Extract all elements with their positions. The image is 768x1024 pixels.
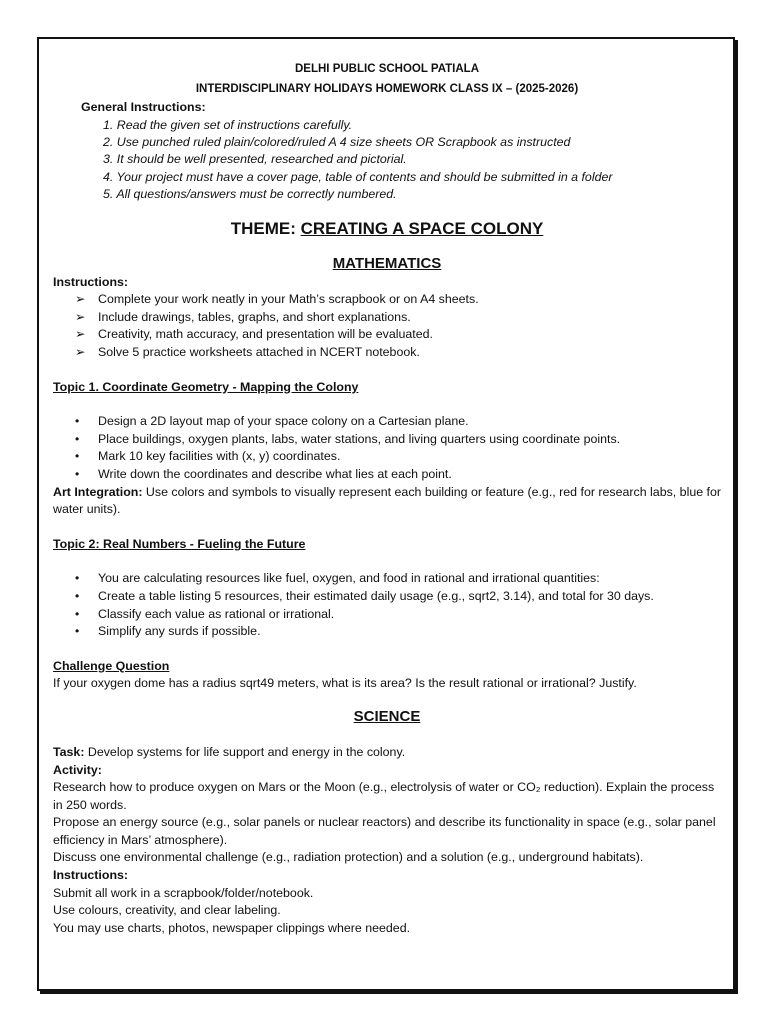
science-activity-label: Activity: xyxy=(53,762,102,777)
science-activity: Propose an energy source (e.g., solar panels or nuclear reactors) and describe its functionality in space (e.g., solar panel efficiency in Mars’ atmosphere). xyxy=(53,815,716,847)
list-item: ➢ Include drawings, tables, graphs, and short explanations. xyxy=(75,309,721,327)
general-instruction-item: 1. Read the given set of instructions carefully. xyxy=(103,117,353,132)
science-instruction: Use colours, creativity, and clear labeling. xyxy=(53,903,281,918)
list-item: • Place buildings, oxygen plants, labs, water stations, and living quarters using coordinate points. xyxy=(75,431,721,449)
bullet-icon: • xyxy=(75,449,80,464)
list-item: • You are calculating resources like fuel, oxygen, and food in rational and irrational quantities: xyxy=(75,570,721,588)
math-instructions-list xyxy=(75,291,721,361)
bullet-icon: • xyxy=(75,588,80,603)
science-activity: Discuss one environmental challenge (e.g., radiation protection) and a solution (e.g., underground habitats). xyxy=(53,850,644,865)
theme-title: CREATING A SPACE COLONY xyxy=(300,218,544,238)
general-instruction-item: 5. All questions/answers must be correctly numbered. xyxy=(103,187,397,202)
list-item: ➢ Creativity, math accuracy, and presentation will be evaluated. xyxy=(75,326,721,344)
list-item: • Create a table listing 5 resources, their estimated daily usage (e.g., sqrt2, 3.14), and total for 30 days. xyxy=(75,588,721,606)
school-name: DELHI PUBLIC SCHOOL PATIALA xyxy=(295,63,479,75)
science-instruction: You may use charts, photos, newspaper clippings where needed. xyxy=(53,920,411,935)
topic2-list xyxy=(75,570,721,640)
page-border xyxy=(37,37,735,991)
science-instructions-label: Instructions: xyxy=(53,868,129,883)
science-activity: Research how to produce oxygen on Mars or the Moon (e.g., electrolysis of water or CO₂ reduction). Explain the process in 250 words. xyxy=(53,780,715,812)
art-integration: Art Integration: Use colors and symbols to visually represent each building or feature (e.g., red for research labs, blue for water units). xyxy=(53,484,722,517)
list-item: ➢ Solve 5 practice worksheets attached in NCERT notebook. xyxy=(75,344,721,362)
general-instructions-list xyxy=(103,117,721,204)
arrow-bullet-icon: ➢ xyxy=(75,345,86,359)
challenge-text: If your oxygen dome has a radius sqrt49 meters, what is its area? Is the result rational or irrational? Justify. xyxy=(53,676,637,691)
mathematics-heading: MATHEMATICS xyxy=(332,254,442,272)
list-item: • Simplify any surds if possible. xyxy=(75,623,721,641)
bullet-icon: • xyxy=(75,431,80,446)
arrow-bullet-icon: ➢ xyxy=(75,292,86,307)
list-item: ➢ Complete your work neatly in your Math’s scrapbook or on A4 sheets. xyxy=(75,291,721,309)
document-body xyxy=(53,59,721,937)
bullet-icon: • xyxy=(75,571,80,586)
arrow-bullet-icon: ➢ xyxy=(75,309,86,324)
topic1-list xyxy=(75,413,721,483)
bullet-icon: • xyxy=(75,624,80,639)
general-instructions-heading: General Instructions: xyxy=(81,100,206,114)
list-item: • Design a 2D layout map of your space colony on a Cartesian plane. xyxy=(75,413,721,431)
math-instructions-label: Instructions: xyxy=(53,274,129,289)
science-heading: SCIENCE xyxy=(353,707,421,725)
list-item: • Classify each value as rational or irrational. xyxy=(75,606,721,624)
science-task: Task: Develop systems for life support and energy in the colony. xyxy=(53,744,406,759)
challenge-title: Challenge Question xyxy=(53,658,170,673)
homework-title: INTERDISCIPLINARY HOLIDAYS HOMEWORK CLASS IX – (2025-2026) xyxy=(195,83,579,95)
arrow-bullet-icon: ➢ xyxy=(75,327,86,342)
general-instruction-item: 2. Use punched ruled plain/colored/ruled A 4 size sheets OR Scrapbook as instructed xyxy=(103,135,571,149)
general-instruction-item: 4. Your project must have a cover page, table of contents and should be submitted in a folder xyxy=(103,169,613,184)
topic2-title: Topic 2: Real Numbers - Fueling the Future xyxy=(53,536,306,551)
bullet-icon: • xyxy=(75,466,80,481)
theme-prefix: THEME: xyxy=(230,218,301,238)
general-instruction-item: 3. It should be well presented, researched and pictorial. xyxy=(103,152,407,167)
bullet-icon: • xyxy=(75,414,80,429)
bullet-icon: • xyxy=(75,606,80,621)
topic1-title: Topic 1. Coordinate Geometry - Mapping the Colony xyxy=(53,379,359,394)
list-item: • Mark 10 key facilities with (x, y) coordinates. xyxy=(75,448,721,466)
theme-heading xyxy=(53,218,721,240)
list-item: • Write down the coordinates and describe what lies at each point. xyxy=(75,466,721,484)
science-instruction: Submit all work in a scrapbook/folder/notebook. xyxy=(53,885,314,900)
